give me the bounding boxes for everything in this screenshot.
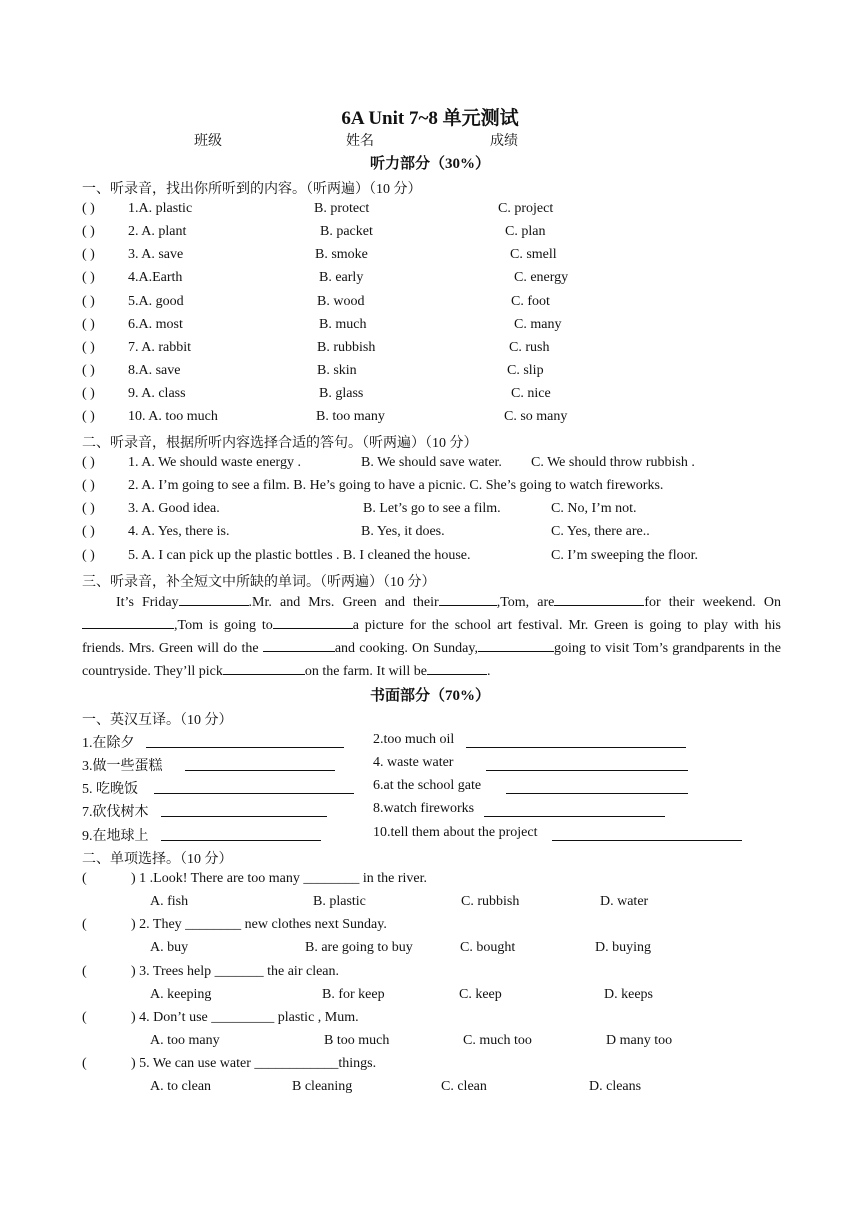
option-a: 4. A. Yes, there is. — [128, 524, 230, 540]
translation-prompt: 1.在除夕 — [82, 736, 135, 751]
question-number: 5.A. good — [128, 293, 184, 309]
options-row — [0, 940, 860, 963]
question-row — [0, 524, 860, 547]
option-c: C. slip — [507, 363, 544, 379]
answer-blank[interactable] — [466, 733, 686, 748]
option-d[interactable]: D. water — [600, 894, 649, 910]
listening-section3-heading: 三、听录音，补全短文中所缺的单词。（听两遍）（10 分） — [82, 575, 436, 590]
name-label: 姓名 — [346, 134, 374, 149]
translation-row — [0, 825, 860, 848]
option-d[interactable]: D. buying — [595, 940, 651, 956]
question-number: 9. A. class — [128, 386, 186, 402]
question-number: 4.A.Earth — [128, 270, 183, 286]
option-b: B. glass — [319, 386, 364, 402]
score-label: 成绩 — [490, 134, 518, 149]
option-a: 2. A. I’m going to see a film. B. He’s going to have a picnic. C. She’s going to watch fireworks. — [128, 478, 664, 494]
options-row — [0, 987, 860, 1010]
listening-section2-heading: 二、听录音，根据所听内容选择合适的答句。（听两遍）（10 分） — [82, 436, 478, 451]
answer-bracket[interactable]: ( ) — [82, 547, 95, 563]
question-number: 10. A. too much — [128, 409, 218, 425]
question-number: 3. A. save — [128, 247, 184, 263]
option-d[interactable]: D. cleans — [589, 1079, 642, 1095]
option-b[interactable]: B cleaning — [292, 1079, 353, 1095]
passage-text: . — [486, 664, 491, 679]
option-b[interactable]: B. for keep — [322, 986, 385, 1002]
passage-blank[interactable] — [554, 591, 644, 606]
question-row — [0, 270, 860, 293]
answer-bracket[interactable]: ( ) — [82, 455, 95, 470]
answer-bracket[interactable]: ( ) — [82, 409, 95, 425]
writing-heading: 书面部分（70%） — [369, 688, 490, 704]
passage-text: ,Tom is going to — [174, 618, 273, 633]
question-row — [0, 386, 860, 409]
passage-text: going to visit Tom’s grandparents in the countryside. They’ll pick — [82, 641, 781, 679]
question-row — [0, 1056, 860, 1079]
option-c: C. many — [514, 316, 562, 332]
question-number: 7. A. rabbit — [128, 339, 191, 355]
listening-heading: 听力部分（30%） — [369, 156, 490, 172]
passage-text: on the farm. It will be — [304, 664, 427, 679]
option-b: B. early — [319, 270, 364, 286]
option-c: C. energy — [514, 270, 569, 286]
answer-bracket[interactable]: ( — [82, 1009, 87, 1025]
answer-blank[interactable] — [486, 756, 688, 771]
answer-blank[interactable] — [161, 826, 321, 841]
answer-blank[interactable] — [161, 802, 327, 817]
question-text: ) 1 .Look! There are too many ________ in the river. — [131, 871, 427, 886]
question-row — [0, 478, 860, 501]
option-c: C. foot — [511, 293, 550, 309]
option-a[interactable]: A. to clean — [150, 1079, 212, 1095]
passage-blank[interactable] — [263, 637, 335, 652]
option-b[interactable]: B. are going to buy — [305, 940, 413, 956]
option-c[interactable]: C. much too — [463, 1033, 532, 1049]
answer-bracket[interactable]: ( ) — [82, 501, 95, 517]
option-a: 5. A. I can pick up the plastic bottles . B. I cleaned the house. — [128, 547, 471, 563]
answer-bracket[interactable]: ( ) — [82, 339, 95, 355]
question-row — [0, 917, 860, 940]
translation-row — [0, 778, 860, 801]
option-d[interactable]: D. keeps — [604, 986, 653, 1002]
option-c: C. so many — [504, 409, 568, 425]
translation-row — [0, 801, 860, 824]
question-row — [0, 294, 860, 317]
option-b: B. Let’s go to see a film. — [363, 501, 501, 517]
answer-bracket[interactable]: ( ) — [82, 524, 95, 540]
answer-bracket[interactable]: ( ) — [82, 201, 95, 216]
answer-blank[interactable] — [146, 733, 344, 748]
passage-blank[interactable] — [427, 660, 487, 675]
translation-prompt: 2.too much oil — [373, 732, 455, 747]
translation-prompt: 3.做一些蛋糕 — [82, 759, 163, 775]
option-b: B. smoke — [315, 247, 368, 263]
option-b[interactable]: B. plastic — [313, 894, 366, 910]
passage-text: .Mr. and Mrs. Green and their — [248, 595, 439, 610]
option-a[interactable]: A. fish — [150, 894, 189, 910]
question-row — [0, 501, 860, 524]
option-b: B. wood — [317, 293, 365, 309]
writing-section2-heading: 二、单项选择。（10 分） — [82, 852, 233, 867]
question-row — [0, 871, 860, 894]
options-row — [0, 894, 860, 917]
answer-bracket[interactable]: ( ) — [82, 478, 95, 494]
option-c: C. nice — [511, 386, 551, 402]
question-number: 8.A. save — [128, 363, 181, 379]
cloze-passage — [82, 591, 781, 683]
option-c: C. I’m sweeping the floor. — [551, 547, 698, 563]
option-c: C. project — [498, 201, 554, 216]
option-b: B. protect — [314, 201, 370, 216]
answer-blank[interactable] — [484, 802, 665, 817]
option-c: C. Yes, there are.. — [551, 524, 650, 540]
question-row — [0, 1010, 860, 1033]
option-c[interactable]: C. bought — [460, 940, 516, 956]
translation-prompt: 5. 吃晚饭 — [82, 782, 138, 798]
translation-prompt: 10.tell them about the project — [373, 824, 538, 840]
question-text: ) 2. They ________ new clothes next Sunday. — [131, 917, 387, 933]
option-b[interactable]: B too much — [324, 1033, 390, 1049]
option-d[interactable]: D many too — [606, 1033, 673, 1049]
question-row — [0, 455, 860, 478]
answer-bracket[interactable]: ( — [82, 963, 87, 979]
question-text: ) 3. Trees help _______ the air clean. — [131, 963, 340, 979]
question-row — [0, 247, 860, 270]
answer-blank[interactable] — [185, 756, 335, 771]
question-text: ) 5. We can use water ____________things. — [131, 1056, 377, 1072]
passage-text: It’s Friday — [116, 595, 179, 610]
page-title: 6A Unit 7~8 单元测试 — [341, 108, 519, 129]
answer-bracket[interactable]: ( ) — [82, 293, 95, 309]
translation-row — [0, 755, 860, 778]
answer-bracket[interactable]: ( ) — [82, 270, 95, 286]
answer-bracket[interactable]: ( ) — [82, 386, 95, 402]
question-number: 1.A. plastic — [128, 201, 193, 216]
class-label: 班级 — [194, 134, 222, 149]
question-number: 2. A. plant — [128, 224, 187, 240]
answer-blank[interactable] — [506, 779, 688, 794]
option-c[interactable]: C. clean — [441, 1079, 487, 1095]
question-row — [0, 317, 860, 340]
question-row — [0, 201, 860, 224]
question-text: ) 4. Don’t use _________ plastic , Mum. — [131, 1009, 359, 1025]
passage-blank[interactable] — [179, 591, 249, 606]
options-row — [0, 1033, 860, 1056]
option-b: B. rubbish — [317, 339, 376, 355]
answer-bracket[interactable]: ( ) — [82, 224, 95, 240]
option-a: 3. A. Good idea. — [128, 501, 220, 517]
option-c[interactable]: C. rubbish — [461, 894, 520, 910]
passage-blank[interactable] — [223, 660, 305, 675]
option-c: C. No, I’m not. — [551, 501, 637, 517]
question-row — [0, 340, 860, 363]
option-c: C. We should throw rubbish . — [531, 455, 695, 470]
passage-blank[interactable] — [273, 614, 353, 629]
passage-blank[interactable] — [478, 637, 554, 652]
writing-section1-heading: 一、英汉互译。（10 分） — [82, 713, 233, 728]
translation-prompt: 4. waste water — [373, 755, 454, 771]
listening-section1-heading: 一、听录音，找出你所听到的内容。（听两遍）（10 分） — [82, 182, 422, 197]
answer-blank[interactable] — [154, 779, 354, 794]
option-a: 1. A. We should waste energy . — [128, 455, 301, 470]
option-c: C. plan — [505, 224, 546, 240]
question-number: 6.A. most — [128, 316, 183, 332]
passage-text: a picture for the school art festival. Mr. Green is going to play with his friends. Mrs. Green will do the — [82, 618, 781, 656]
passage-text: for their weekend. On — [644, 595, 781, 610]
option-b: B. much — [319, 316, 367, 332]
question-row — [0, 363, 860, 386]
option-a[interactable]: A. buy — [150, 940, 189, 956]
passage-text: ,Tom, are — [496, 595, 555, 610]
answer-bracket[interactable]: ( ) — [82, 316, 95, 332]
translation-row — [0, 732, 860, 755]
translation-prompt: 8.watch fireworks — [373, 801, 475, 817]
student-info-line — [0, 130, 860, 153]
translation-prompt: 6.at the school gate — [373, 778, 482, 794]
question-row — [0, 224, 860, 247]
answer-blank[interactable] — [552, 826, 742, 841]
option-c: C. smell — [510, 247, 557, 263]
passage-blank[interactable] — [82, 614, 174, 629]
answer-bracket[interactable]: ( — [82, 917, 87, 933]
option-c[interactable]: C. keep — [459, 986, 502, 1002]
options-row — [0, 1079, 860, 1102]
translation-prompt: 9.在地球上 — [82, 828, 149, 844]
answer-bracket[interactable]: ( ) — [82, 247, 95, 263]
option-b: B. too many — [316, 409, 385, 425]
question-row — [0, 409, 860, 432]
option-b: B. packet — [320, 224, 373, 240]
answer-bracket[interactable]: ( — [82, 1056, 87, 1072]
answer-bracket[interactable]: ( — [82, 871, 87, 886]
translation-prompt: 7.砍伐树木 — [82, 805, 149, 821]
option-a[interactable]: A. too many — [150, 1033, 220, 1049]
option-a[interactable]: A. keeping — [150, 986, 212, 1002]
question-row — [0, 548, 860, 571]
option-b: B. Yes, it does. — [361, 524, 445, 540]
answer-bracket[interactable]: ( ) — [82, 363, 95, 379]
option-c: C. rush — [509, 339, 550, 355]
passage-blank[interactable] — [439, 591, 497, 606]
option-b: B. skin — [317, 363, 357, 379]
option-b: B. We should save water. — [361, 455, 502, 470]
question-row — [0, 964, 860, 987]
passage-text: and cooking. On Sunday, — [334, 641, 478, 656]
